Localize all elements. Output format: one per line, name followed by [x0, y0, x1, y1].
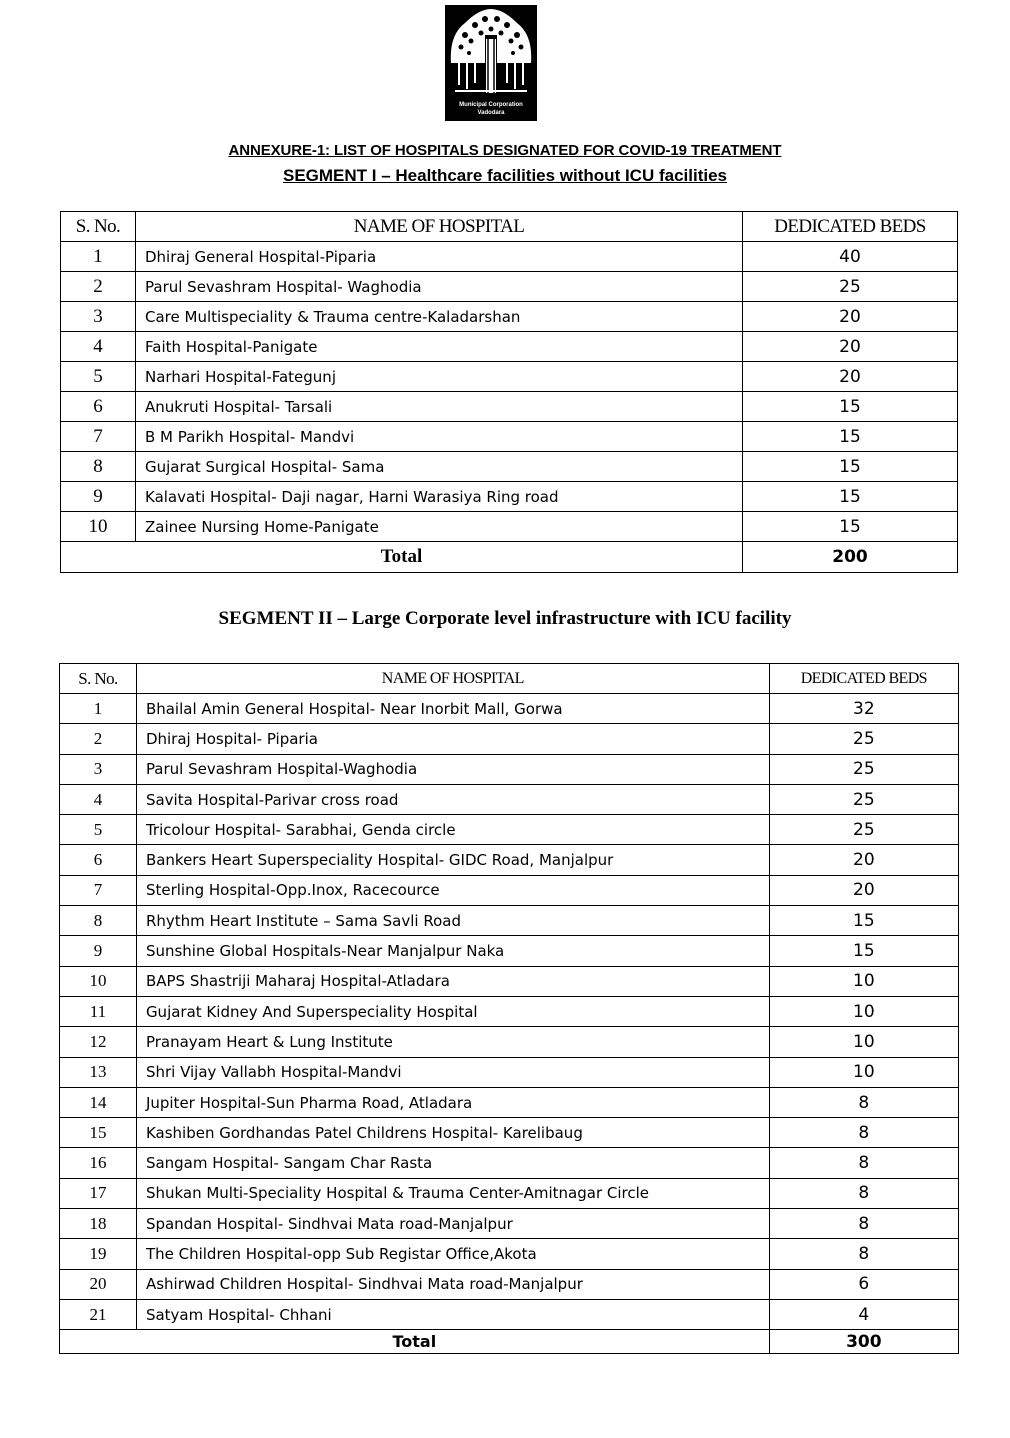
serial-number-cell: 3 [61, 302, 136, 332]
dedicated-beds-cell: 8 [769, 1087, 958, 1117]
dedicated-beds-cell: 15 [769, 906, 958, 936]
hospital-name-cell: B M Parikh Hospital- Mandvi [136, 422, 743, 452]
serial-number-cell: 18 [60, 1209, 137, 1239]
dedicated-beds-cell: 8 [769, 1209, 958, 1239]
hospital-name-header: NAME OF HOSPITAL [136, 212, 743, 242]
hospital-name-cell: Spandan Hospital- Sindhvai Mata road-Manjalpur [136, 1209, 769, 1239]
table-row [60, 845, 959, 875]
total-value: 200 [743, 542, 958, 573]
dedicated-beds-cell: 15 [743, 392, 958, 422]
dedicated-beds-cell: 25 [769, 724, 958, 754]
hospital-name-header: NAME OF HOSPITAL [136, 664, 769, 694]
dedicated-beds-cell: 8 [769, 1178, 958, 1208]
serial-number-cell: 10 [60, 966, 137, 996]
hospital-name-cell: Faith Hospital-Panigate [136, 332, 743, 362]
table-row [60, 1148, 959, 1178]
dedicated-beds-cell: 20 [743, 332, 958, 362]
table-row [60, 1057, 959, 1087]
dedicated-beds-cell: 15 [743, 482, 958, 512]
serial-number-cell: 15 [60, 1118, 137, 1148]
table-row [61, 452, 958, 482]
hospital-name-cell: Parul Sevashram Hospital- Waghodia [136, 272, 743, 302]
logo-line-2: Vadodara [477, 110, 505, 116]
dedicated-beds-cell: 32 [769, 694, 958, 724]
total-value: 300 [769, 1330, 958, 1354]
serial-number-cell: 6 [60, 845, 137, 875]
table-row [60, 754, 959, 784]
serial-number-cell: 1 [61, 242, 136, 272]
table-row [60, 724, 959, 754]
sno-header: S. No. [60, 664, 137, 694]
hospital-name-cell: Anukruti Hospital- Tarsali [136, 392, 743, 422]
dedicated-beds-cell: 20 [743, 302, 958, 332]
serial-number-cell: 11 [60, 996, 137, 1026]
hospital-name-cell: Dhiraj General Hospital-Piparia [136, 242, 743, 272]
table-row [61, 242, 958, 272]
dedicated-beds-cell: 15 [743, 512, 958, 542]
table-row [60, 1178, 959, 1208]
serial-number-cell: 5 [60, 815, 137, 845]
serial-number-cell: 2 [60, 724, 137, 754]
dedicated-beds-cell: 10 [769, 996, 958, 1026]
table-row [60, 694, 959, 724]
serial-number-cell: 16 [60, 1148, 137, 1178]
table-row [60, 1118, 959, 1148]
hospital-name-cell: Sangam Hospital- Sangam Char Rasta [136, 1148, 769, 1178]
serial-number-cell: 8 [60, 906, 137, 936]
table-header-row [61, 212, 958, 242]
serial-number-cell: 17 [60, 1178, 137, 1208]
table-row [61, 272, 958, 302]
table-row [60, 875, 959, 905]
table-row [60, 784, 959, 814]
serial-number-cell: 9 [61, 482, 136, 512]
segment-2-table [59, 663, 959, 1354]
hospital-name-cell: Satyam Hospital- Chhani [136, 1299, 769, 1329]
hospital-name-cell: Kashiben Gordhandas Patel Childrens Hospital- Karelibaug [136, 1118, 769, 1148]
hospital-name-cell: Savita Hospital-Parivar cross road [136, 784, 769, 814]
table-row [61, 422, 958, 452]
table-row [60, 966, 959, 996]
table-row [60, 1209, 959, 1239]
table-row [60, 936, 959, 966]
table-row [60, 1269, 959, 1299]
table-row [60, 1239, 959, 1269]
table-row [61, 362, 958, 392]
serial-number-cell: 13 [60, 1057, 137, 1087]
serial-number-cell: 5 [61, 362, 136, 392]
table-row [61, 482, 958, 512]
hospital-name-cell: Sunshine Global Hospitals-Near Manjalpur Naka [136, 936, 769, 966]
dedicated-beds-cell: 20 [769, 845, 958, 875]
dedicated-beds-cell: 25 [769, 815, 958, 845]
hospital-name-cell: Gujarat Kidney And Superspeciality Hospital [136, 996, 769, 1026]
total-label: Total [60, 1330, 770, 1354]
hospital-name-cell: Kalavati Hospital- Daji nagar, Harni Warasiya Ring road [136, 482, 743, 512]
dedicated-beds-cell: 8 [769, 1239, 958, 1269]
table-row [60, 1299, 959, 1329]
serial-number-cell: 19 [60, 1239, 137, 1269]
hospital-name-cell: Shri Vijay Vallabh Hospital-Mandvi [136, 1057, 769, 1087]
serial-number-cell: 1 [60, 694, 137, 724]
hospital-name-cell: The Children Hospital-opp Sub Registar Office,Akota [136, 1239, 769, 1269]
serial-number-cell: 6 [61, 392, 136, 422]
table-header-row [60, 664, 959, 694]
hospital-name-cell: Ashirwad Children Hospital- Sindhvai Mata road-Manjalpur [136, 1269, 769, 1299]
serial-number-cell: 21 [60, 1299, 137, 1329]
dedicated-beds-cell: 10 [769, 966, 958, 996]
hospital-name-cell: Zainee Nursing Home-Panigate [136, 512, 743, 542]
dedicated-beds-cell: 10 [769, 1027, 958, 1057]
segment-2-title: SEGMENT II – Large Corporate level infrastructure with ICU facility [218, 608, 792, 629]
hospital-name-cell: Tricolour Hospital- Sarabhai, Genda circle [136, 815, 769, 845]
table-row [61, 302, 958, 332]
table-row [60, 1027, 959, 1057]
table-row [61, 512, 958, 542]
dedicated-beds-cell: 10 [769, 1057, 958, 1087]
dedicated-beds-cell: 15 [769, 936, 958, 966]
dedicated-beds-header: DEDICATED BEDS [769, 664, 958, 694]
serial-number-cell: 20 [60, 1269, 137, 1299]
serial-number-cell: 4 [60, 784, 137, 814]
hospital-name-cell: Bhailal Amin General Hospital- Near Inorbit Mall, Gorwa [136, 694, 769, 724]
segment-1-title: SEGMENT I – Healthcare facilities without ICU facilities [282, 166, 727, 185]
total-label: Total [61, 542, 743, 573]
dedicated-beds-header: DEDICATED BEDS [743, 212, 958, 242]
banyan-tree-emblem-icon [445, 5, 537, 97]
table-row [61, 392, 958, 422]
serial-number-cell: 4 [61, 332, 136, 362]
table-row [60, 906, 959, 936]
serial-number-cell: 2 [61, 272, 136, 302]
hospital-name-cell: Pranayam Heart & Lung Institute [136, 1027, 769, 1057]
serial-number-cell: 12 [60, 1027, 137, 1057]
table-row [60, 996, 959, 1026]
hospital-name-cell: Care Multispeciality & Trauma centre-Kaladarshan [136, 302, 743, 332]
dedicated-beds-cell: 20 [769, 875, 958, 905]
dedicated-beds-cell: 40 [743, 242, 958, 272]
hospital-name-cell: Jupiter Hospital-Sun Pharma Road, Atladara [136, 1087, 769, 1117]
hospital-name-cell: Narhari Hospital-Fategunj [136, 362, 743, 392]
dedicated-beds-cell: 25 [769, 784, 958, 814]
serial-number-cell: 10 [61, 512, 136, 542]
hospital-name-cell: Shukan Multi-Speciality Hospital & Trauma Center-Amitnagar Circle [136, 1178, 769, 1208]
table-row [61, 332, 958, 362]
serial-number-cell: 8 [61, 452, 136, 482]
dedicated-beds-cell: 25 [769, 754, 958, 784]
dedicated-beds-cell: 4 [769, 1299, 958, 1329]
logo-line-1: Municipal Corporation [459, 102, 523, 108]
table-row [60, 815, 959, 845]
total-row [61, 542, 958, 573]
serial-number-cell: 7 [61, 422, 136, 452]
dedicated-beds-cell: 8 [769, 1118, 958, 1148]
sno-header: S. No. [61, 212, 136, 242]
dedicated-beds-cell: 20 [743, 362, 958, 392]
dedicated-beds-cell: 15 [743, 422, 958, 452]
dedicated-beds-cell: 6 [769, 1269, 958, 1299]
hospital-name-cell: Sterling Hospital-Opp.Inox, Racecource [136, 875, 769, 905]
dedicated-beds-cell: 15 [743, 452, 958, 482]
dedicated-beds-cell: 25 [743, 272, 958, 302]
dedicated-beds-cell: 8 [769, 1148, 958, 1178]
municipal-corporation-logo [445, 5, 537, 121]
annexure-title: ANNEXURE-1: LIST OF HOSPITALS DESIGNATED FOR COVID-19 TREATMENT [228, 142, 782, 159]
total-row [60, 1330, 959, 1354]
serial-number-cell: 14 [60, 1087, 137, 1117]
segment-1-table [60, 211, 958, 573]
table-row [60, 1087, 959, 1117]
serial-number-cell: 3 [60, 754, 137, 784]
hospital-name-cell: Gujarat Surgical Hospital- Sama [136, 452, 743, 482]
hospital-name-cell: Parul Sevashram Hospital-Waghodia [136, 754, 769, 784]
hospital-name-cell: Bankers Heart Superspeciality Hospital- GIDC Road, Manjalpur [136, 845, 769, 875]
hospital-name-cell: Rhythm Heart Institute – Sama Savli Road [136, 906, 769, 936]
serial-number-cell: 7 [60, 875, 137, 905]
hospital-name-cell: BAPS Shastriji Maharaj Hospital-Atladara [136, 966, 769, 996]
hospital-name-cell: Dhiraj Hospital- Piparia [136, 724, 769, 754]
serial-number-cell: 9 [60, 936, 137, 966]
